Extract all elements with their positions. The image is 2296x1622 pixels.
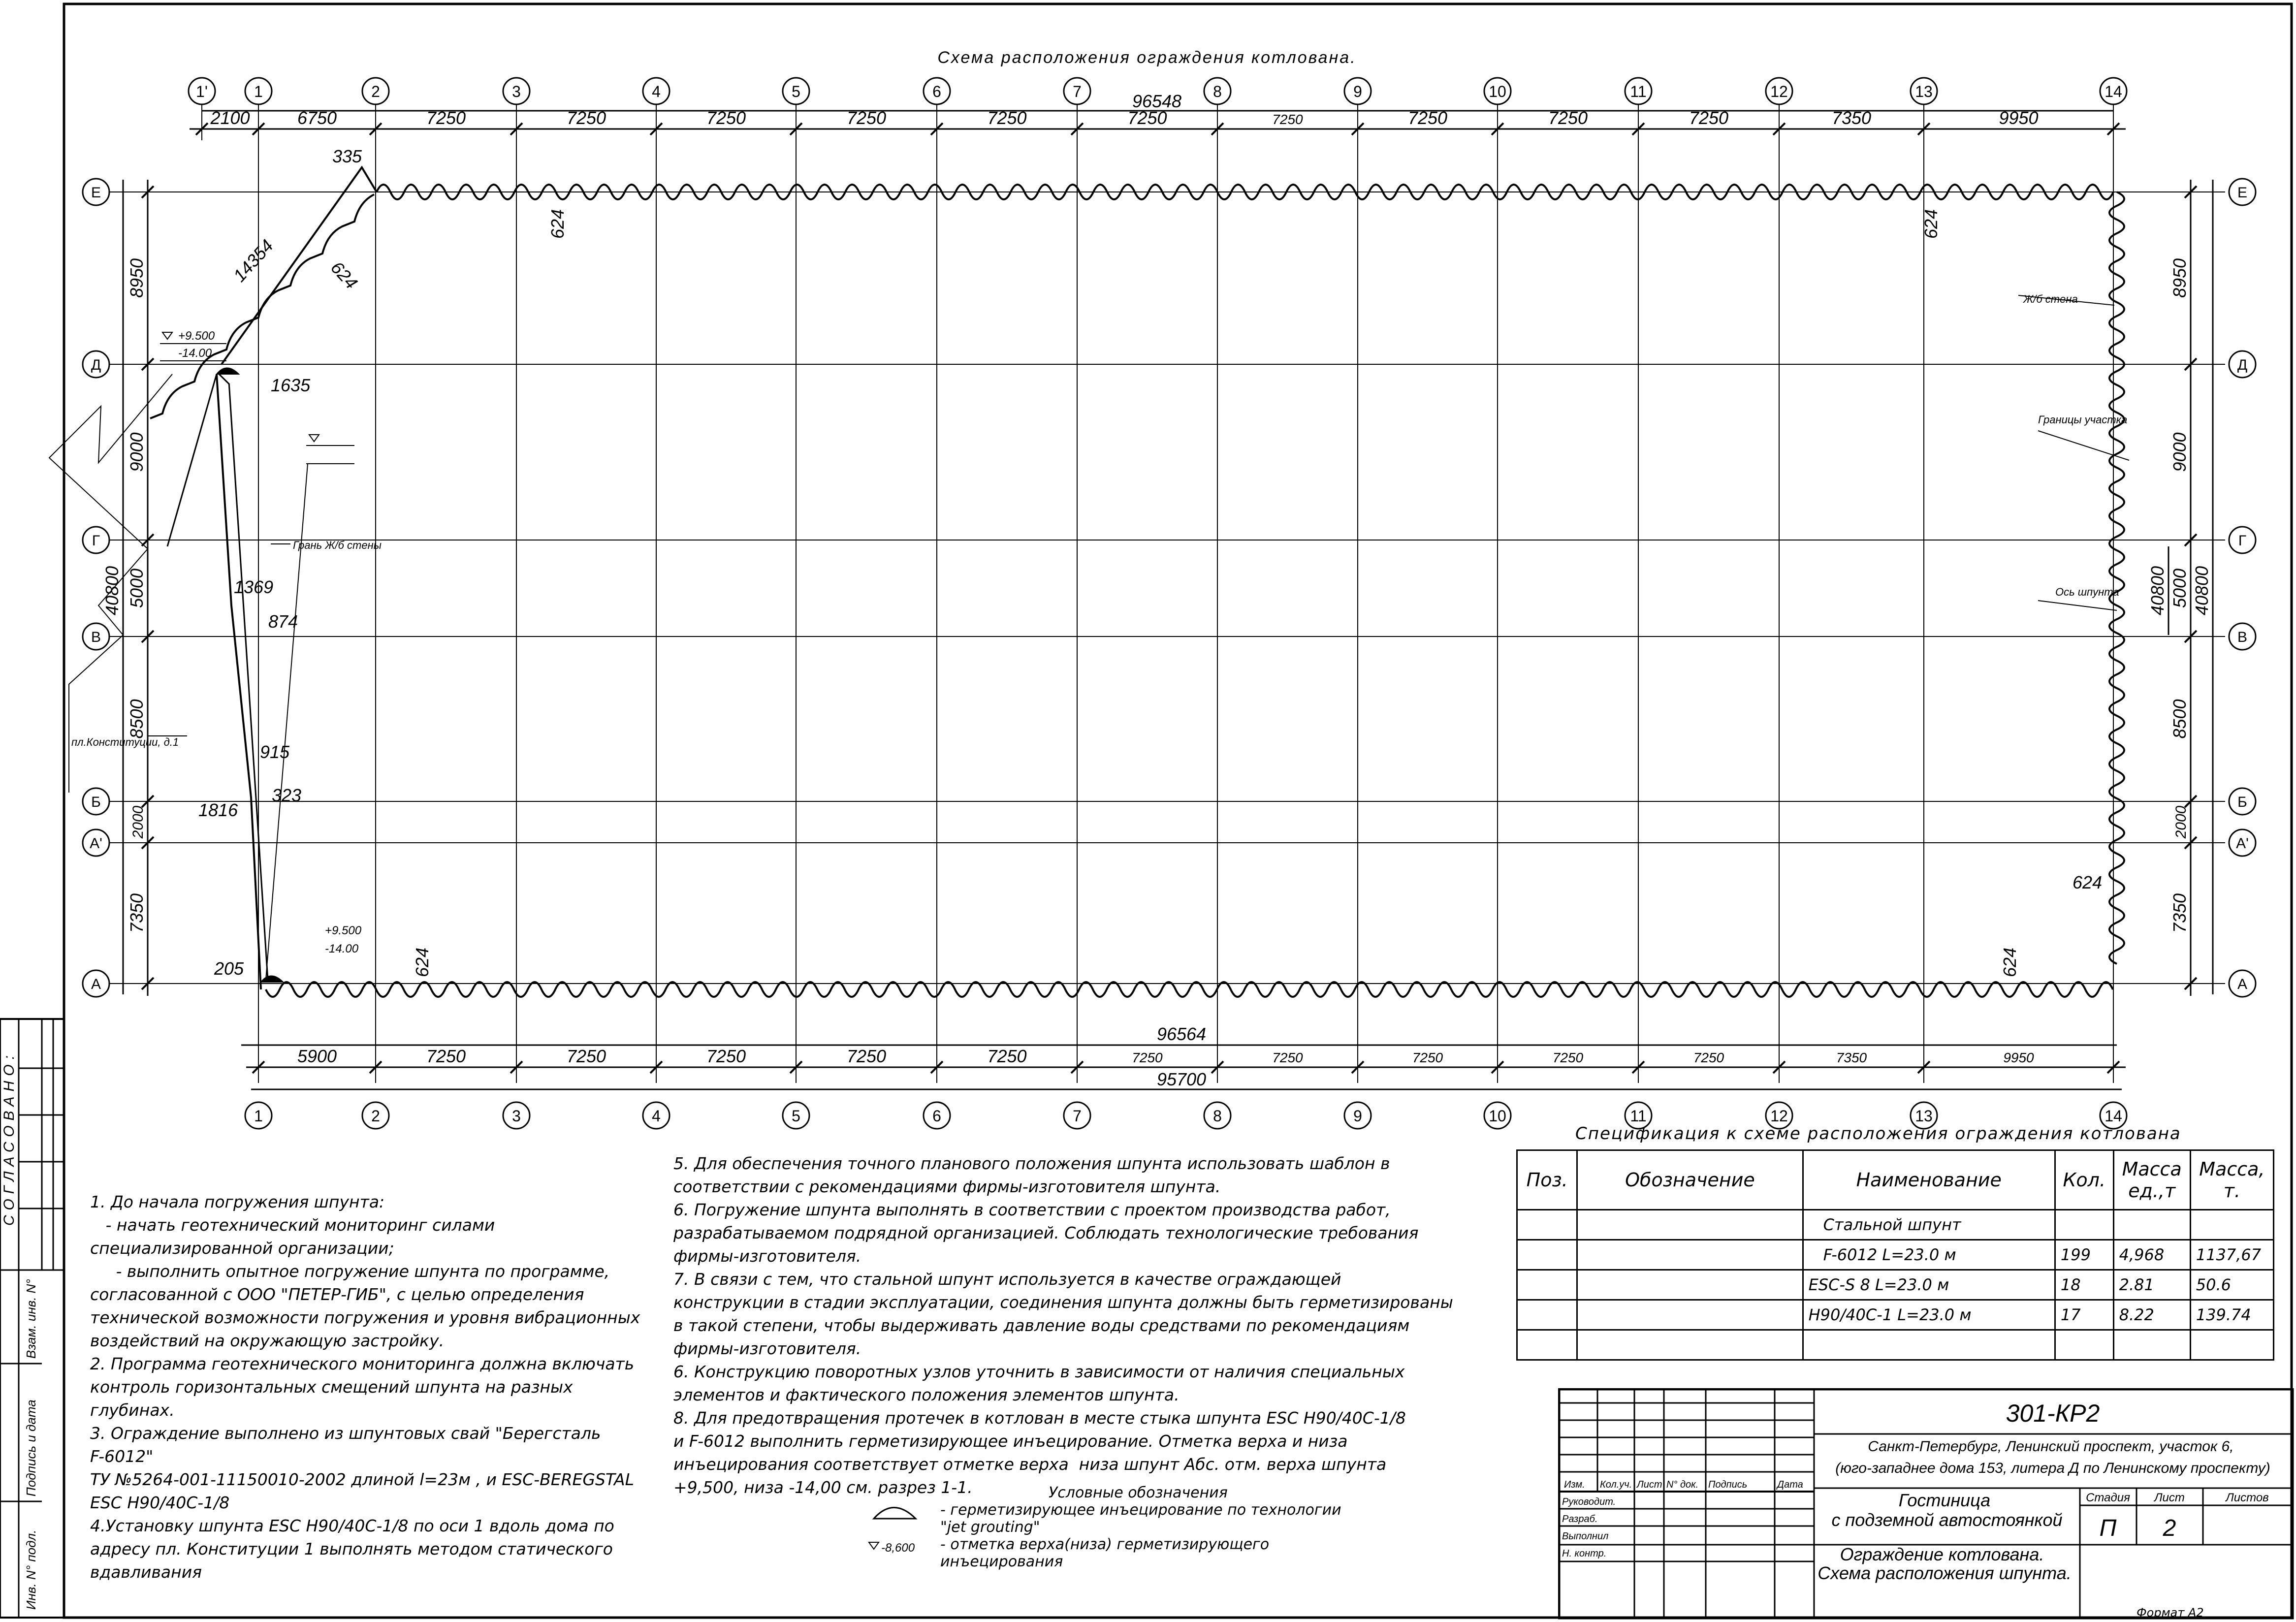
tb-code: 301-КР2 [2006,1399,2100,1427]
dim-value: 7250 [426,108,466,128]
label-sheet-axis: Ось шпунта [2055,586,2119,598]
bubble-label: А [2237,976,2248,992]
grid-bubble-col-bottom [1064,1102,1090,1129]
spec-row-unit: 2.81 [2113,1270,2190,1300]
bubble-label: А' [90,835,102,852]
dimension-texts [102,91,2212,1089]
dim-value: 8500 [127,699,147,739]
spec-header-mass: Масса, т. [2190,1150,2273,1210]
bubble-label: 2 [371,1107,380,1125]
spec-row-name: H90/40C-1 L=23.0 м [1803,1300,2055,1330]
bubble-label: 3 [512,83,521,100]
grid-bubble-col [643,78,670,104]
stamp-field-3: Инв. N° подл. [24,1529,38,1610]
sheet-pile-wall [150,167,2124,997]
bubble-label: 6 [932,83,941,100]
dim-value: 2100 [210,108,250,128]
bubble-label: 9 [1353,83,1362,100]
tb-col-list: Лист [1637,1479,1662,1490]
dim-value: 5000 [2169,568,2190,608]
dim-value: 7250 [1272,112,1303,127]
spec-header-qty: Кол. [2055,1150,2113,1210]
legend-item-2: - отметка верха(низа) герметизирующего инъецирования [940,1536,1270,1570]
spec-row-total: 139.74 [2190,1300,2273,1330]
grid-bubble-col [924,78,950,104]
dim-value: 7250 [1412,1050,1443,1065]
dim-value: 7250 [426,1046,466,1066]
wall-bottom [266,982,2113,997]
elevation-symbol [869,1542,879,1549]
dim-value: 7350 [1831,108,1872,128]
grid-bubble-col-bottom [643,1102,670,1129]
bubble-label: 1 [254,83,263,100]
bubble-label: А' [2236,835,2249,852]
grid-bubble-row [2229,179,2256,205]
bubble-label: 8 [1213,83,1222,100]
dim-624-right: 624 [2073,872,2103,892]
bubble-label: В [2237,629,2248,645]
tb-stage: П [2099,1515,2117,1541]
dim-1369: 1369 [234,577,274,597]
bubble-label: 6 [932,1107,941,1125]
elev-top-2: +9.500 [325,924,362,937]
grid-bubble-row [83,970,109,997]
bubble-label: 11 [1630,83,1647,100]
dim-value: 7250 [1132,1050,1163,1065]
tb-sheet-title: Ограждение котлована. Схема расположения шпунта. [1818,1544,2072,1583]
label-wall-face: Грань Ж/б стены [293,539,382,551]
jet-grouting-symbol [874,1508,916,1519]
elev-bot-2: -14.00 [325,942,359,955]
left-stamp [0,1019,64,1618]
elev-top-1: +9.500 [178,329,215,343]
grid-bubble-row [83,829,109,856]
label-street: пл.Конституции, д.1 [71,736,179,748]
dim-915: 915 [260,742,290,762]
dim-value: 7250 [1693,1050,1724,1065]
bubble-label: 5 [792,83,800,100]
dimension-lines [123,111,2213,1089]
dim-value: 7350 [127,893,147,933]
dim-value: 9000 [127,432,147,472]
grid-lines [108,103,2225,1083]
dim-total-bottom-1-value: 96564 [1156,1024,1207,1044]
spec-row-qty: 18 [2055,1270,2113,1300]
tb-role-1: Руководит. [1562,1496,1616,1507]
legend-title: Условные обозначения [1049,1484,1228,1501]
annotations [71,146,2127,979]
tb-sheet: 2 [2163,1515,2176,1541]
tb-sheets-label: Листов [2226,1491,2269,1504]
tb-col-doc: N° док. [1666,1479,1699,1490]
dim-1816: 1816 [198,800,238,820]
spec-row-total: 1137,67 [2190,1240,2273,1270]
dim-value: 2000 [2173,805,2189,839]
spec-header-row [1517,1150,2274,1210]
dim-624-top-left: 624 [547,209,568,239]
dim-value: 7250 [1548,108,1588,128]
dim-value: 7250 [566,1046,606,1066]
tb-role-3: Выполнил [1562,1531,1609,1542]
bubble-label: 10 [1489,83,1506,100]
notes-left: 1. До начала погружения шпунта: - начать геотехнический мониторинг силами специализированной организации; - выполнить опытное погружение шпунта по программе, согласованной с ООО "ПЕТЕР-ГИБ", с целью определения технической возможности погружения и уровня вибрационных воздействий на окружающую застройку. 2. Программа геотехнического мониторинга должна включать контроль горизонтальных смещений шпунта на разных глубинах. 3. Ограждение выполнено из шпунтовых свай "Берегсталь F-6012" ТУ №5264-001-11150010-2002 длиной l=23м , и ESC-BEREGSTAL ESC H90/40C-1/8 4.Установку шпунта ESC H90/40C-1/8 по оси 1 вдоль дома по адресу пл. Конституции 1 выполнять методом статического вдавливания [90,1192,640,1582]
grid-bubble-col [1064,78,1090,104]
grid-bubble-col [1344,78,1371,104]
spec-row-unit: 8.22 [2113,1300,2190,1330]
dim-value: 7250 [706,1046,746,1066]
dim-total-bottom-2-value: 95700 [1156,1069,1207,1089]
dim-205: 205 [214,958,244,979]
bubble-label: 1' [196,83,208,100]
spec-row-total: 50.6 [2190,1270,2273,1300]
legend-symbol-elev: -8,600 [881,1541,915,1555]
spec-row-name: F-6012 L=23.0 м [1803,1240,2055,1270]
dim-value: 7250 [1552,1050,1584,1065]
spec-header-pos: Поз. [1517,1150,1577,1210]
bubble-label: Г [2238,533,2247,549]
spec-empty-row [1517,1330,2274,1360]
dim-value: 9000 [2169,432,2190,472]
dim-value: 7350 [2169,893,2190,933]
grid-bubble-col-bottom [362,1102,389,1129]
bubble-label: 13 [1915,1107,1933,1125]
stamp-field-2: Подпись и дата [24,1399,38,1496]
grid-bubble-row [83,179,109,205]
label-boundary: Границы участка [2038,413,2128,426]
grid-bubble-col [1625,78,1652,104]
spec-table [1516,1149,2274,1361]
bubble-label: 7 [1073,1107,1082,1125]
bubble-label: 4 [652,1107,661,1125]
dim-value: 7250 [1272,1050,1303,1065]
grid-bubble-row [2229,351,2256,378]
dim-total-left-value: 40800 [102,566,122,616]
dim-624-bottom-right: 624 [2000,947,2020,977]
dim-value: 7250 [846,1046,887,1066]
notes-right: 5. Для обеспечения точного планового положения шпунта использовать шаблон в соответствии с рекомендациями фирмы-изготовителя шпунта. 6. Погружение шпунта выполнять в соответствии с проектом производства работ, разрабатываемом подрядной организацией. Соблюдать технологические требования фирмы-изготовителя. 7. В связи с тем, что стальной шпунт используется в качестве ограждающей конструкции в стадии эксплуатации, соединения шпунта должны быть герметизированы в такой степени, чтобы выдерживать давление воды средствами по рекомендациям фирмы-изготовителя. 6. Конструкцию поворотных узлов уточнить в зависимости от наличия специальных элементов и фактического положения элементов шпунта. 8. Для предотвращения протечек в котлован в месте стыка шпунта ESC H90/40C-1/8 и F-6012 выполнить герметизирующее инъецирование. Отметка верха и низа инъецирования соответствует отметке верха низа шпунт Абс. отм. верха шпунта +9,500, низа -14,00 см. разрез 1-1. [673,1154,1453,1497]
grid-bubble-col [362,78,389,104]
legend [925,1484,1341,1570]
spec-row [1517,1300,2274,1330]
tb-col-kolu: Кол.уч. [1600,1479,1632,1490]
spec-row [1517,1240,2274,1270]
bubble-label: 2 [371,83,380,100]
grid-bubble-col-bottom [503,1102,530,1129]
grid-bubble-col [1204,78,1231,104]
dim-874: 874 [268,611,298,632]
label-rc-wall: Ж/б стена [2023,293,2078,305]
grid-bubble-row [83,788,109,815]
bubble-label: Г [92,533,100,549]
dim-value: 7250 [1127,108,1167,128]
bubble-label: В [91,629,101,645]
dim-value: 5900 [297,1046,337,1066]
tb-col-izm: Изм. [1564,1479,1585,1490]
grid-bubble-row [83,623,109,650]
dim-323: 323 [272,785,302,805]
spec-header-designation: Обозначение [1577,1150,1803,1210]
dim-total-right-value: 40800 [2192,566,2212,616]
tb-col-date: Дата [1777,1479,1803,1490]
dim-value: 8950 [127,258,147,298]
bubble-label: Е [91,185,101,201]
grid-bubble-col-bottom [1344,1102,1371,1129]
dim-value: 7250 [706,108,746,128]
tb-address: Санкт-Петербург, Ленинский проспект, участок 6, (юго-западнее дома 153, литера Д по Ленинскому проспекту) [1835,1438,2270,1476]
spec-group-row [1517,1210,2274,1240]
dim-1635: 1635 [271,375,311,395]
bubble-label: Б [91,794,101,810]
elevation-markers [49,295,2129,982]
dim-value: 7250 [566,108,606,128]
dim-value: 8500 [2169,699,2190,739]
spec-group-name: Стальной шпунт [1803,1210,2055,1240]
bubble-label: Д [2237,357,2248,373]
bubble-label: Е [2237,185,2248,201]
dim-624-bottom-left: 624 [412,947,432,977]
title-block [1558,1388,2294,1620]
dim-624-top-right: 624 [1921,209,1941,239]
grid-bubble-col [1911,78,1937,104]
dim-total-right-inner-value: 40800 [2147,566,2168,616]
bubble-label: 13 [1915,83,1933,100]
grid-bubble-row [83,527,109,553]
grid-bubble-row [83,351,109,378]
bubble-label: 14 [2105,83,2122,100]
elev-bot-1: -14.00 [178,347,212,360]
format-label: Формат A2 [2137,1606,2204,1620]
stamp-vertical-label: СОГЛАСОВАНО: [1,1050,17,1226]
grid-bubble-row [2229,970,2256,997]
spec-row-qty: 17 [2055,1300,2113,1330]
spec-row-name: ESC-S 8 L=23.0 м [1803,1270,2055,1300]
dim-value: 7250 [987,1046,1027,1066]
bubble-label: 3 [512,1107,521,1125]
stamp-field-1: Взам. инв. N° [24,1279,38,1359]
tb-col-sign: Подпись [1708,1479,1748,1490]
bubble-label: 9 [1353,1107,1362,1125]
tb-role-4: Н. контр. [1562,1548,1607,1559]
wall-diagonal-wave [150,194,374,418]
dim-value: 7350 [1836,1050,1867,1065]
tb-role-2: Разраб. [1562,1514,1598,1525]
grid-bubble-col [1766,78,1792,104]
dim-value: 9950 [2003,1050,2034,1065]
spec-row [1517,1270,2274,1300]
grid-bubble-row [2229,788,2256,815]
grid-bubble-col [245,78,272,104]
spec-header-unit-mass: Масса ед.,т [2113,1150,2190,1210]
dim-335: 335 [332,146,362,166]
bubble-label: 8 [1213,1107,1222,1125]
dim-value: 7250 [1689,108,1729,128]
dim-624-diag: 624 [327,257,362,293]
wall-right [2109,192,2124,964]
grid-bubble-col [783,78,809,104]
grid-bubble-row [2229,623,2256,650]
grid-bubble-col [2100,78,2127,104]
bubble-label: 12 [1770,83,1788,100]
spec-row-qty: 199 [2055,1240,2113,1270]
grid-bubble-row [2229,829,2256,856]
bubble-label: Б [2237,794,2247,810]
dim-value: 7250 [1407,108,1448,128]
dim-value: 2000 [130,805,146,839]
bubble-label: 7 [1073,83,1082,100]
bubble-label: 11 [1630,1107,1647,1125]
drawing-title: Схема расположения ограждения котлована. [937,48,1357,67]
bubble-label: 12 [1770,1107,1788,1125]
bubble-label: Д [91,357,101,373]
bubble-label: А [91,976,101,992]
tb-stage-label: Стадия [2086,1491,2130,1504]
grid-bubble-col-bottom [245,1102,272,1129]
bubble-label: 4 [652,83,661,100]
dim-value: 5000 [127,568,147,608]
grid-bubble-col [503,78,530,104]
spec-title: Спецификация к схеме расположения ограждения котлована [1575,1124,2181,1144]
grid-bubble-col-bottom [924,1102,950,1129]
wall-left-zigzag [219,374,268,977]
grid-bubble-col-bottom [1204,1102,1231,1129]
wall-left [217,374,261,989]
grid-bubble-row [2229,527,2256,553]
spec-row-unit: 4,968 [2113,1240,2190,1270]
spec-header-name: Наименование [1803,1150,2055,1210]
grid-bubble-col-bottom [1484,1102,1511,1129]
grid-bubble-col [1484,78,1511,104]
legend-item-1: - герметизирующее инъецирование по технологии "jet grouting" [940,1501,1341,1536]
bubble-label: 1 [254,1107,263,1125]
diag-length: 14354 [229,235,277,286]
bubble-label: 5 [792,1107,800,1125]
dim-value: 6750 [297,108,337,128]
bubble-label: 14 [2105,1107,2122,1125]
grid-bubble-col-bottom [783,1102,809,1129]
dim-value: 7250 [846,108,887,128]
dim-value: 8950 [2169,258,2190,298]
tb-sheet-label: Лист [2154,1491,2185,1504]
grid-bubble-col [189,78,215,104]
dim-total-top-value: 96548 [1132,91,1182,111]
tb-object: Гостиница с подземной автостоянкой [1831,1490,2063,1530]
dim-value: 9950 [1999,108,2039,128]
bubble-label: 10 [1489,1107,1506,1125]
dim-value: 7250 [987,108,1027,128]
legend-symbols [869,1508,916,1555]
